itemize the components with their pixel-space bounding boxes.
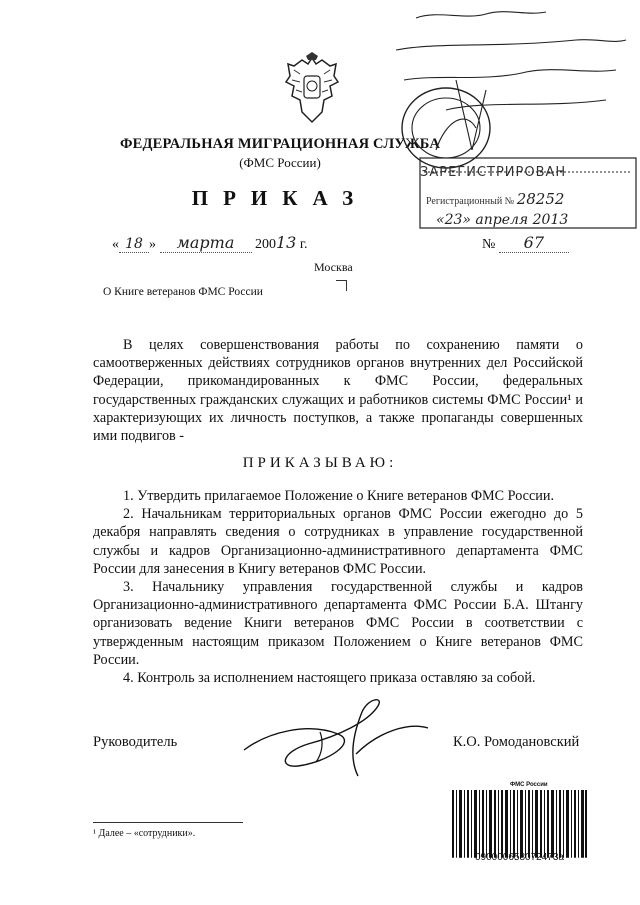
quote-open: « <box>112 237 119 252</box>
quote-close: » <box>149 237 156 252</box>
date-year-prefix: 200 <box>255 237 276 252</box>
registration-date: «23» апреля 2013 <box>436 212 569 228</box>
registration-stamp-text: ЗАРЕГИСТРИРОВАН <box>420 165 567 180</box>
signer-role: Руководитель <box>93 734 178 750</box>
order-item: 4. Контроль за исполнением настоящего приказа оставляю за собой. <box>123 670 536 687</box>
date-month: марта <box>160 233 252 253</box>
handwritten-signature <box>238 692 438 782</box>
barcode-number: 090000658072473а <box>475 852 564 863</box>
number-value: 67 <box>499 233 569 253</box>
order-items <box>93 487 583 687</box>
barcode-icon <box>452 790 587 860</box>
registration-number-label: Регистрационный № <box>426 196 515 207</box>
order-date <box>112 233 308 253</box>
order-item: 1. Утвердить прилагаемое Положение о Книге ветеранов ФМС России. <box>123 488 554 504</box>
organization-name: ФЕДЕРАЛЬНАЯ МИГРАЦИОННАЯ СЛУЖБА <box>119 136 441 152</box>
barcode-label: ФМС России <box>510 782 548 788</box>
organization-short-name: (ФМС России) <box>239 155 321 170</box>
order-item: 2. Начальникам территориальных органов ФМС России ежегодно до 5 декабря направлять сведения о сотрудниках в управление государственной службы и кадров Организационно-административного департамента ФМС России для занесения в Книгу ветеранов ФМС России. <box>93 506 583 577</box>
order-subject: О Книге ветеранов ФМС России <box>103 286 263 298</box>
order-word: ПРИКАЗЫВАЮ: <box>242 455 398 471</box>
preamble-paragraph: В целях совершенствования работы по сохранению памяти о самоотверженных действиях сотрудников органов внутренних дел Российской Федерации, прикомандированных к ФМС России, федеральных государственных гражданских служащих и работников системы ФМС России¹ и характеризующих их личность поступков, а также пропаганды совершенных ими подвигов - <box>93 337 583 445</box>
city: Москва <box>314 260 353 274</box>
number-label: № <box>482 237 496 252</box>
date-year-unit: г. <box>299 237 308 252</box>
date-day: 18 <box>119 236 149 253</box>
subject-corner-mark <box>336 280 347 291</box>
document-type-title: ПРИКАЗ <box>191 186 369 210</box>
registration-number-value: 28252 <box>516 190 565 208</box>
footnote-divider <box>93 822 243 823</box>
date-year-suffix: 13 <box>276 233 297 252</box>
signer-name: К.О. Ромодановский <box>453 734 580 750</box>
registration-number <box>426 190 564 208</box>
footnote: ¹ Далее – «сотрудники». <box>93 828 196 839</box>
coat-of-arms-emblem <box>280 52 344 126</box>
order-item: 3. Начальнику управления государственной службы и кадров Организационно-административного департамента ФМС России Б.А. Штангу организовать ведение Книги ветеранов ФМС России в соответствии с утвержденным настоящим приказом Положением о Книге ветеранов ФМС России. <box>93 579 583 668</box>
